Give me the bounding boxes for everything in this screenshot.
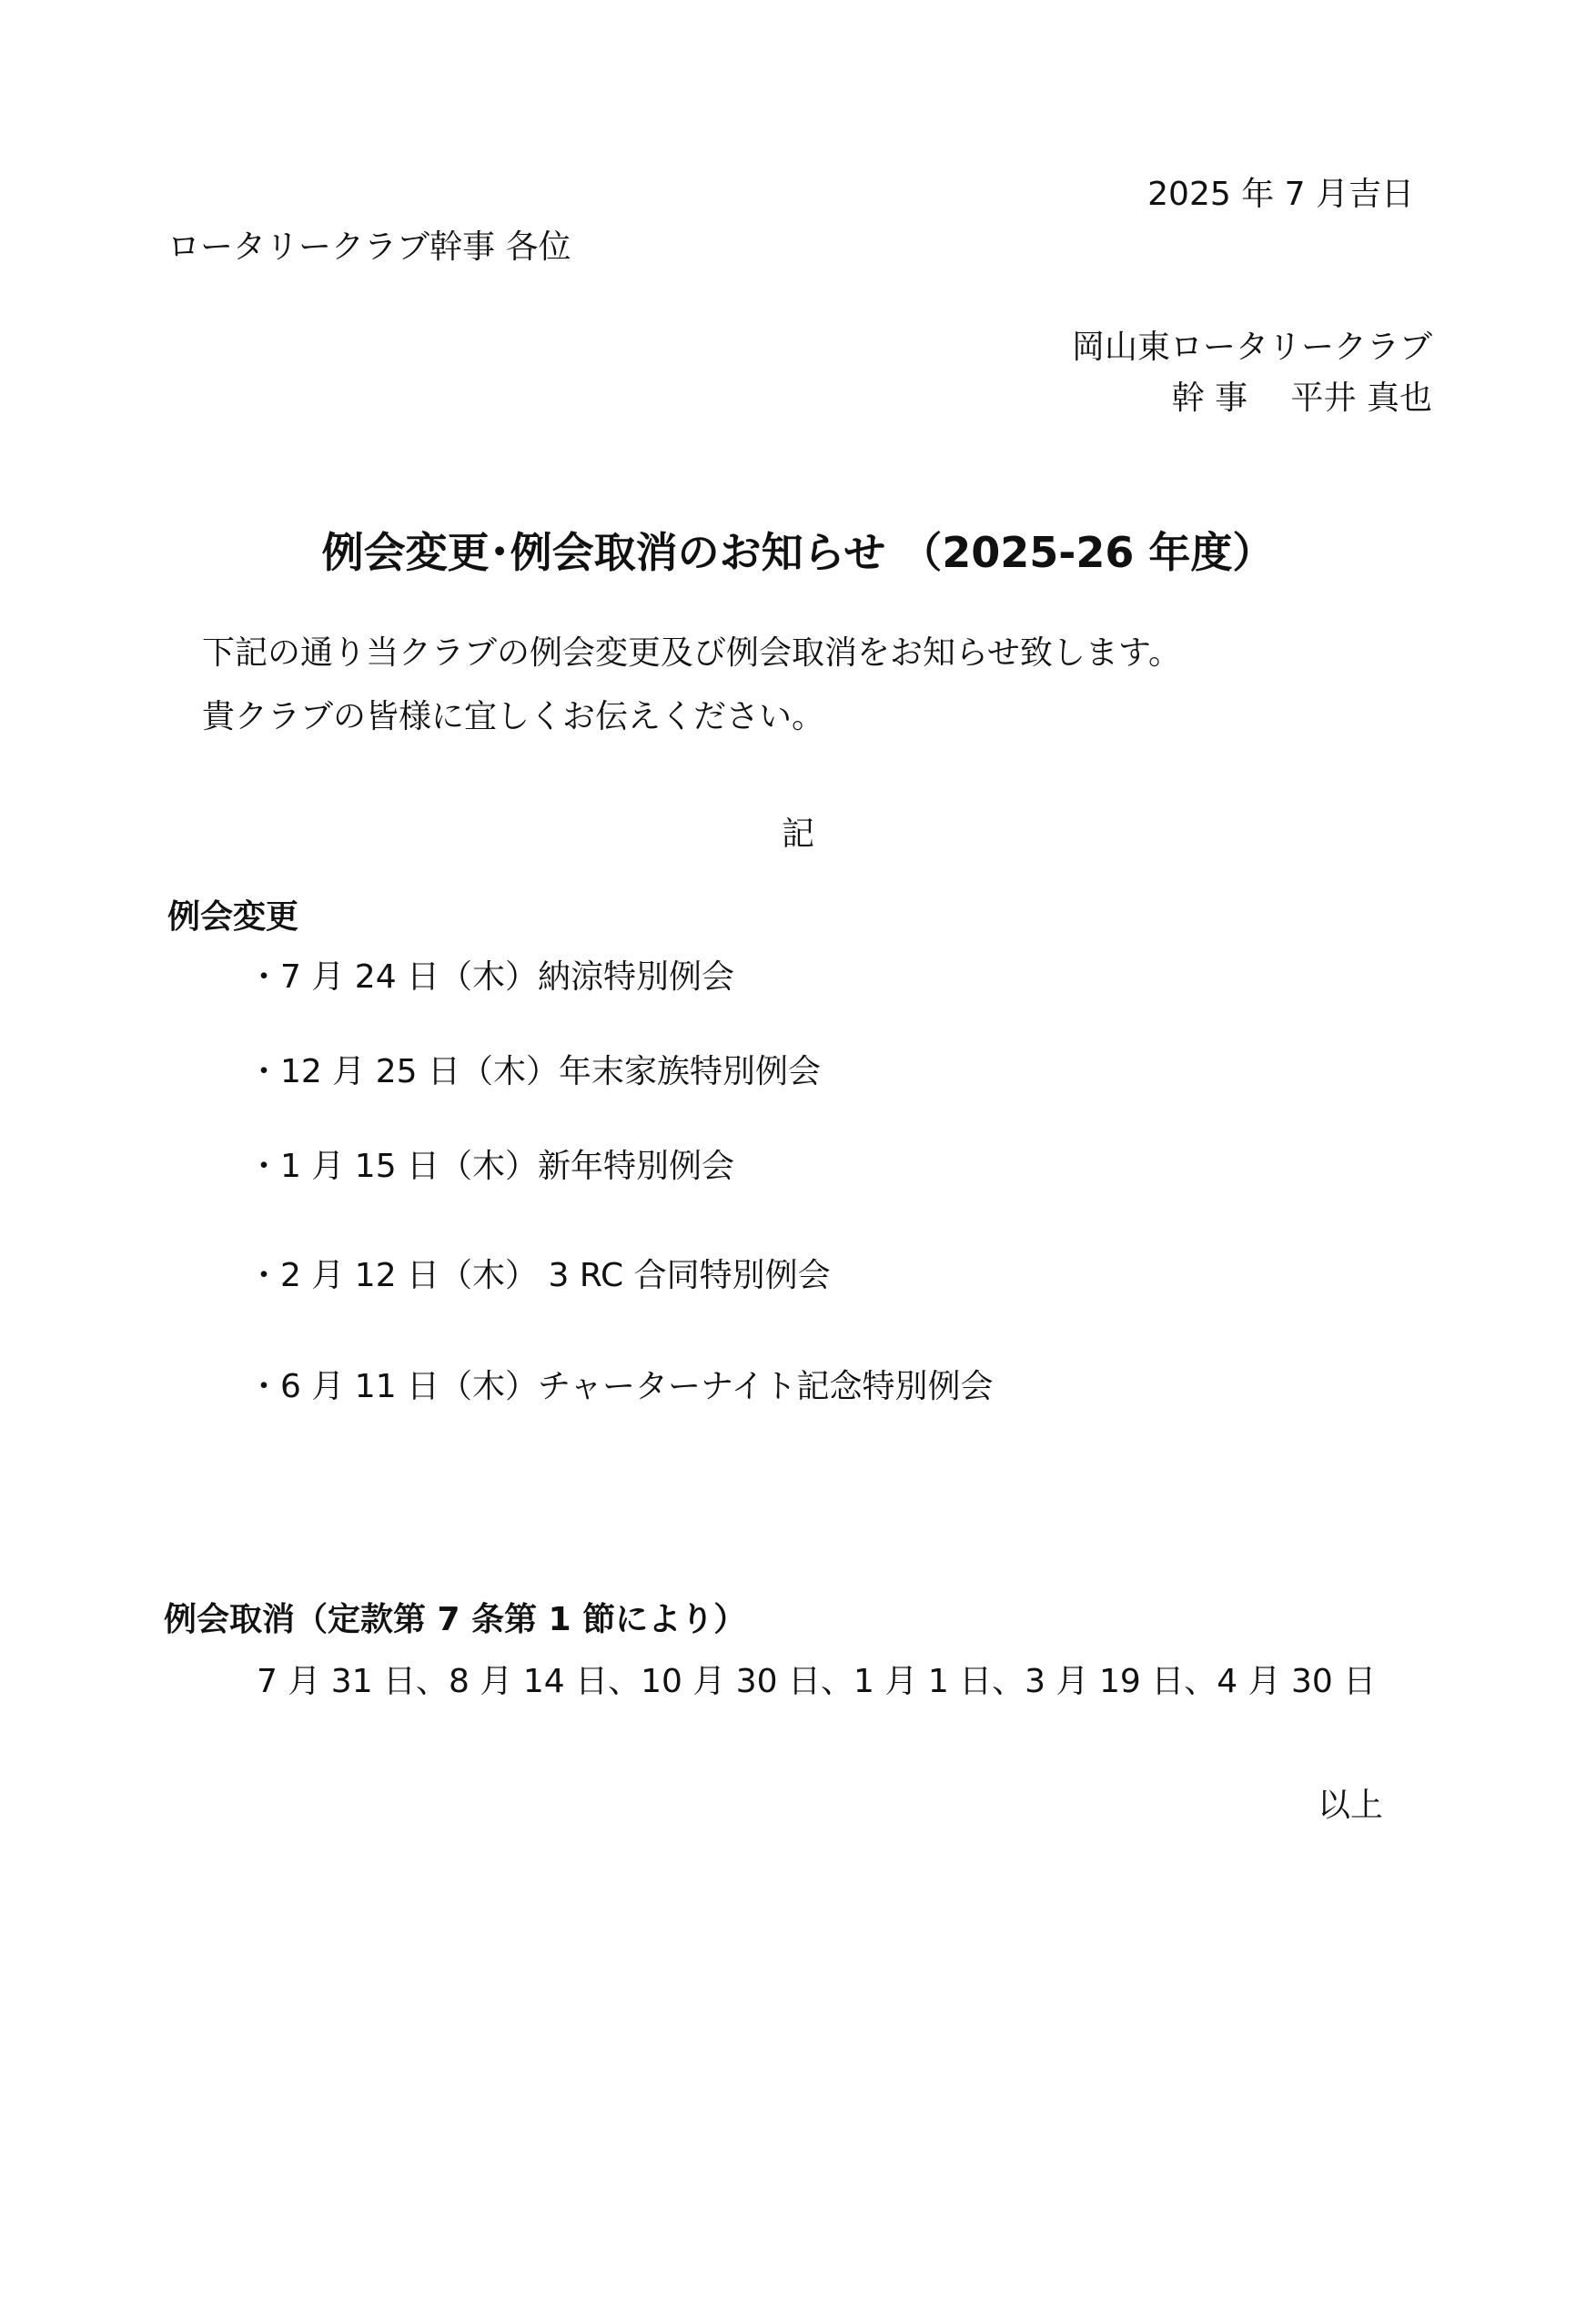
change-item-text: 1 月 15 日（木）新年特別例会: [280, 1148, 735, 1185]
change-item: [247, 1053, 821, 1090]
changes-heading: 例会変更: [167, 898, 299, 936]
change-item: [247, 1150, 734, 1183]
bullet: ・: [247, 1053, 281, 1090]
intro-line-2: 貴クラブの皆様に宜しくお伝えください。: [202, 698, 825, 735]
sender-secretary: 幹 事 平井 真也: [1171, 380, 1432, 417]
intro-line-1: 下記の通り当クラブの例会変更及び例会取消をお知らせ致します。: [202, 634, 1182, 672]
closing-mark: 以上: [1317, 1787, 1383, 1824]
ki-mark: 記: [781, 816, 814, 853]
change-item-text: 12 月 25 日（木）年末家族特別例会: [280, 1053, 821, 1090]
recipient: ロータリークラブ幹事 各位: [167, 228, 571, 266]
cancellations-heading: 例会取消（定款第 7 条第 1 節により）: [164, 1601, 747, 1638]
bullet: ・: [247, 958, 281, 996]
sender-club: 岡山東ロータリークラブ: [1071, 329, 1432, 366]
cancellation-dates: 7 月 31 日、8 月 14 日、10 月 30 日、1 月 1 日、3 月 19 日、4 月 30 日: [257, 1663, 1377, 1700]
bullet: ・: [247, 1257, 281, 1294]
bullet: ・: [247, 1148, 281, 1185]
change-item-text: 7 月 24 日（木）納涼特別例会: [280, 958, 735, 996]
change-item-text: 6 月 11 日（木）チャーターナイト記念特別例会: [280, 1368, 994, 1405]
change-item: [247, 1257, 831, 1294]
letter-date: 2025 年 7 月吉日: [1147, 176, 1414, 213]
change-item: [247, 1368, 994, 1405]
document-title: 例会変更･例会取消のお知らせ （2025-26 年度）: [321, 528, 1275, 577]
bullet: ・: [247, 1368, 281, 1405]
change-item: [247, 958, 735, 996]
change-item-text: 2 月 12 日（木） 3 RC 合同特別例会: [280, 1257, 831, 1294]
